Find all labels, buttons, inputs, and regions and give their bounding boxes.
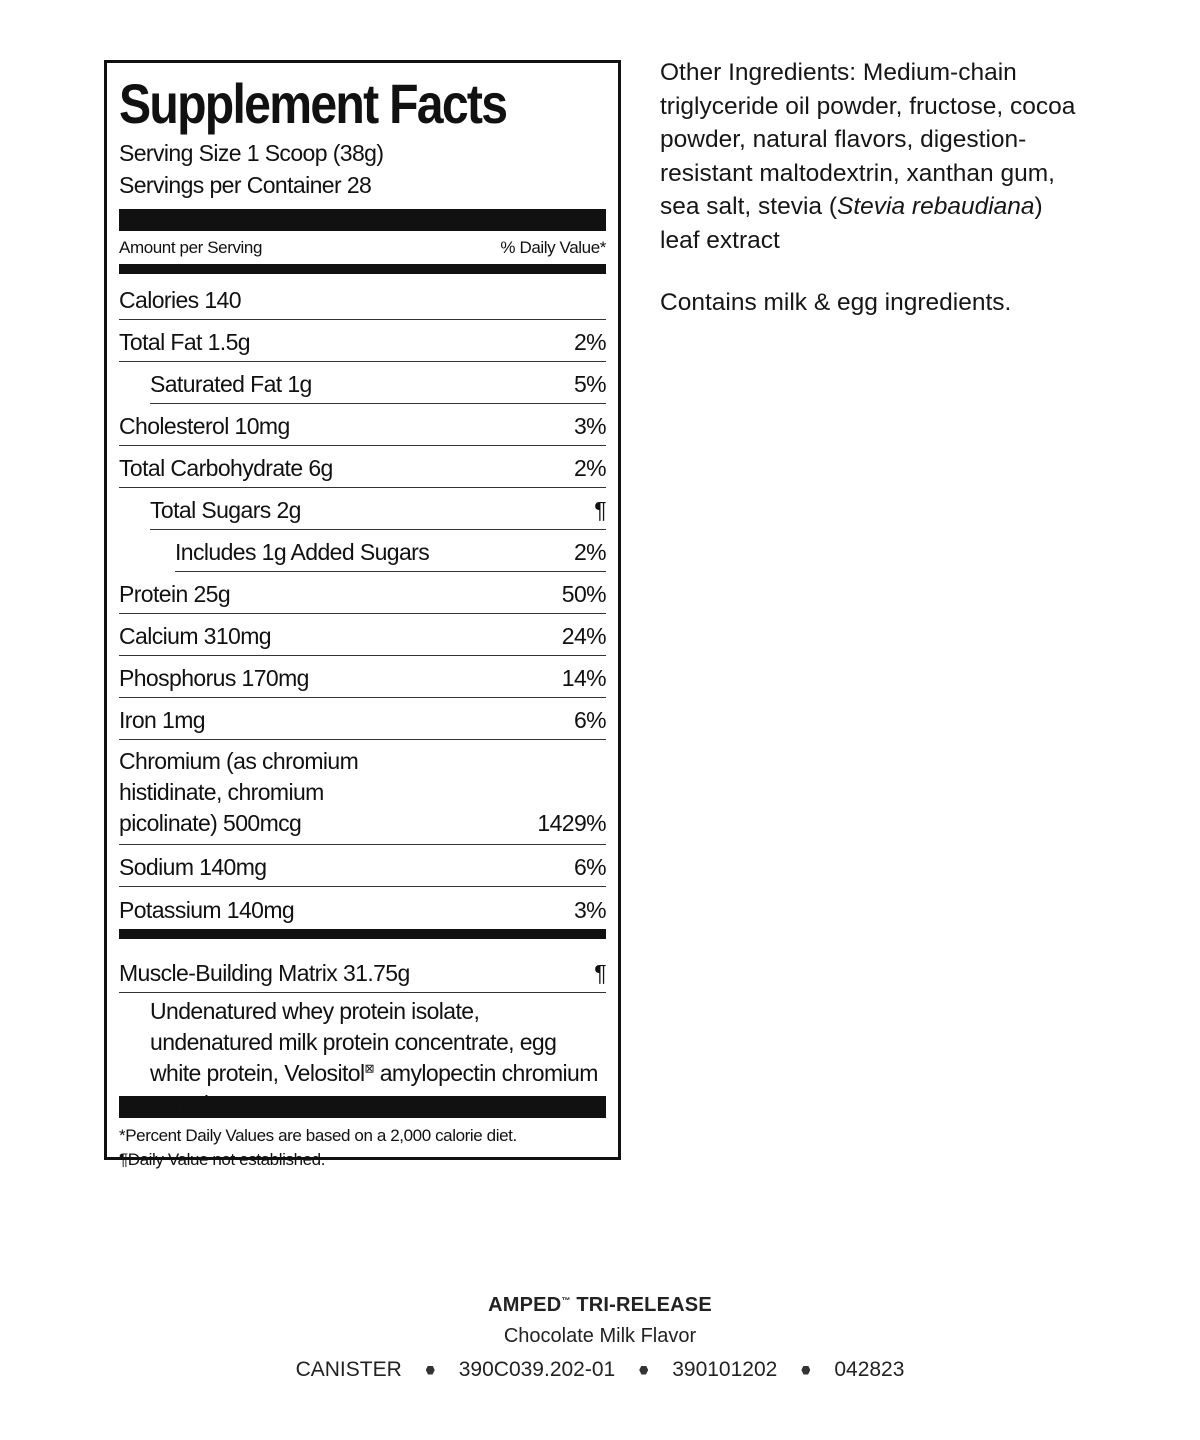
divider-bar (119, 209, 606, 231)
nutrient-value: 14% (561, 665, 606, 691)
package-type: CANISTER (295, 1358, 402, 1381)
hexagon-separator-icon (639, 1366, 648, 1375)
nutrient-row-cholesterol (119, 404, 606, 446)
product-code: 390C039.202-01 (458, 1358, 616, 1381)
divider-bar (119, 929, 606, 939)
nutrient-value: 2% (573, 455, 606, 481)
nutrient-label: Calcium 310mg (119, 623, 271, 649)
nutrient-value: 2% (573, 329, 606, 355)
daily-value-header: % Daily Value* (500, 238, 606, 257)
nutrient-row-phosphorus (119, 656, 606, 698)
amount-header-row (119, 232, 606, 264)
serving-size: Serving Size 1 Scoop (38g) (119, 140, 384, 166)
allergen-statement: Contains milk & egg ingredients. (660, 289, 1012, 316)
nutrient-value: ¶ (594, 497, 606, 523)
nutrient-label: Sodium 140mg (119, 854, 267, 880)
nutrient-label: Cholesterol 10mg (119, 413, 290, 439)
footnote-not-established: ¶Daily Value not established. (119, 1150, 326, 1169)
nutrient-label: Total Carbohydrate 6g (119, 455, 333, 481)
nutrient-value: 6% (573, 707, 606, 733)
product-codes (0, 1354, 1200, 1386)
nutrient-row-potassium (119, 887, 606, 929)
item-number: 390101202 (672, 1358, 778, 1381)
nutrient-value: 24% (561, 623, 606, 649)
nutrient-label: Includes 1g Added Sugars (175, 539, 430, 565)
nutrient-row-total-fat (119, 320, 606, 362)
nutrient-row-saturated-fat (150, 362, 606, 404)
nutrient-row-sodium (119, 845, 606, 887)
ingredients-end: ) leaf extract (660, 193, 1043, 254)
nutrient-label: Iron 1mg (119, 707, 205, 733)
nutrient-row-total-carbohydrate (119, 446, 606, 488)
nutrient-row-added-sugars (175, 530, 606, 572)
servings-per-container: Servings per Container 28 (119, 172, 372, 198)
nutrient-row-iron (119, 698, 606, 740)
product-name-brand: AMPED (488, 1294, 562, 1316)
nutrient-value: 1429% (537, 810, 606, 836)
matrix-row (119, 943, 606, 993)
matrix-description-text: Undenatured whey protein isolate, undenatured milk protein concentrate, egg white protein, Velositol (150, 998, 557, 1086)
nutrient-value: 5% (573, 371, 606, 397)
nutrient-row-calories (119, 274, 606, 320)
ingredients-text (660, 56, 1080, 257)
product-flavor: Chocolate Milk Flavor (503, 1325, 697, 1347)
nutrient-value: 3% (573, 897, 606, 923)
matrix-value: ¶ (594, 960, 606, 986)
nutrient-label: Total Sugars 2g (150, 497, 301, 523)
nutrient-label: Phosphorus 170mg (119, 665, 309, 691)
matrix-label: Muscle-Building Matrix 31.75g (119, 960, 410, 986)
nutrient-value: 50% (561, 581, 606, 607)
nutrient-label: Total Fat 1.5g (119, 329, 250, 355)
amount-per-serving-label: Amount per Serving (119, 238, 263, 257)
matrix-description-end: amylopectin chromium complex (150, 1060, 598, 1117)
ingredients-list: Other Ingredients: Medium-chain triglyceride oil powder, fructose, cocoa powder, natural flavors, digestion-resistant maltodextrin, xanthan gum, sea salt, stevia ( (660, 59, 1076, 220)
nutrient-label: Chromium (as chromium histidinate, chromium picolinate) 500mcg (119, 748, 359, 836)
nutrient-row-protein (119, 572, 606, 614)
nutrient-value: 3% (573, 413, 606, 439)
facts-title: Supplement Facts (119, 72, 507, 135)
nutrient-label: Saturated Fat 1g (150, 371, 312, 397)
divider-bar (119, 264, 606, 274)
product-name (0, 1290, 1200, 1320)
nutrient-label: Protein 25g (119, 581, 231, 607)
date-code: 042823 (834, 1358, 905, 1381)
nutrient-value: 2% (573, 539, 606, 565)
matrix-description (150, 993, 606, 1117)
hexagon-separator-icon (801, 1366, 810, 1375)
nutrient-value: 6% (573, 854, 606, 880)
registered-mark: ⊠ (364, 1061, 374, 1076)
supplement-facts-panel (104, 60, 621, 1169)
hexagon-separator-icon (426, 1366, 435, 1375)
footnotes (119, 1118, 606, 1172)
other-ingredients (660, 56, 1080, 320)
nutrient-row-calcium (119, 614, 606, 656)
product-info (0, 1290, 1200, 1386)
product-name-rest: TRI-RELEASE (570, 1294, 712, 1316)
nutrient-row-total-sugars (150, 488, 606, 530)
nutrient-label: Calories 140 (119, 287, 241, 313)
trademark-mark: ™ (561, 1295, 571, 1306)
nutrient-row-chromium (119, 740, 606, 845)
ingredients-italic: Stevia rebaudiana (837, 193, 1035, 220)
footnote-daily-values: *Percent Daily Values are based on a 2,000 calorie diet. (119, 1126, 517, 1145)
nutrient-label: Potassium 140mg (119, 897, 295, 923)
